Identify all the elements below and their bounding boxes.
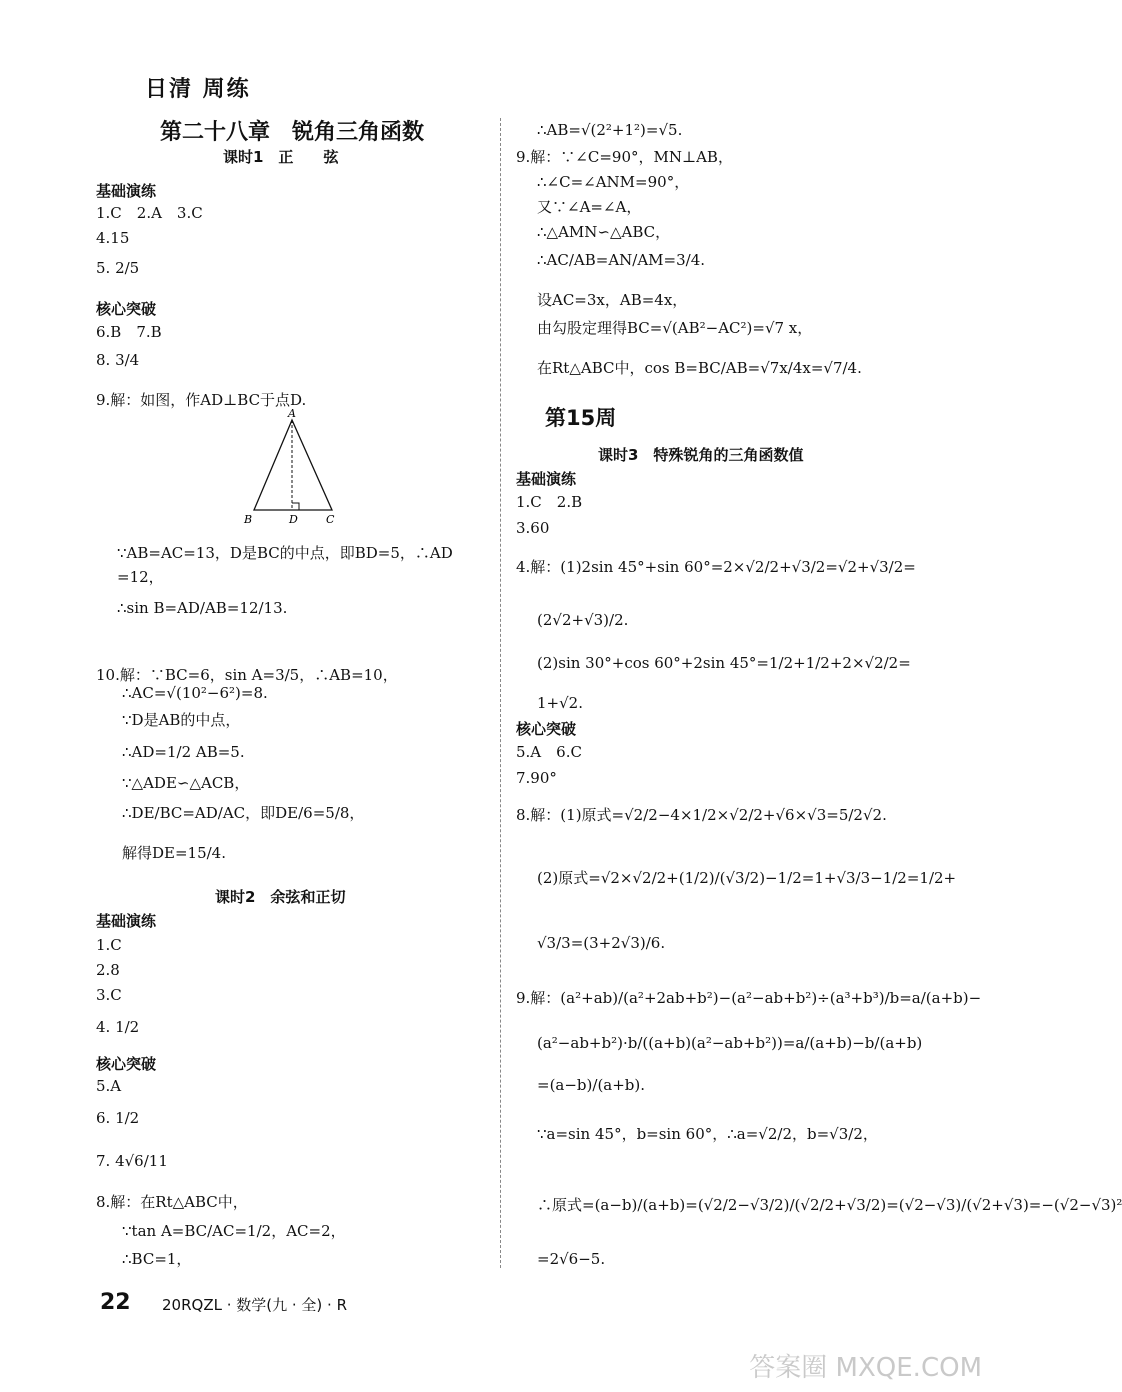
right-line: 5.A 6.C <box>516 743 582 761</box>
left-line: ∵D是AB的中点， <box>122 711 241 729</box>
left-line: 4.15 <box>96 229 130 247</box>
left-line: 解得DE=15/4. <box>122 844 226 862</box>
label-D: D <box>289 513 298 526</box>
book-code: 20RQZL · 数学(九 · 全) · R <box>162 1296 347 1314</box>
left-line: ∴sin B=AD/AB=12/13. <box>117 599 288 617</box>
right-line: 4.解：(1)2sin 45°+sin 60°=2×√2/2+√3/2=√2+√3/2= <box>516 558 916 576</box>
left-heading: 基础演练 <box>96 182 157 200</box>
right-line: 7.90° <box>516 769 557 787</box>
left-line: 5. 2/5 <box>96 259 140 277</box>
right-line: (2)原式=√2×√2/2+(1/2)/(√3/2)−1/2=1+√3/3−1/2=1/2+ <box>537 869 957 887</box>
left-line: 1.C 2.A 3.C <box>96 204 203 222</box>
right-line: 在Rt△ABC中，cos B=BC/AB=√7x/4x=√7/4. <box>537 359 862 377</box>
triangle-figure <box>240 402 345 527</box>
left-line: 8.解：在Rt△ABC中， <box>96 1193 248 1211</box>
left-line: =12， <box>117 568 164 586</box>
label-A: A <box>288 407 296 420</box>
right-line: √3/3=(3+2√3)/6. <box>537 934 666 952</box>
right-line: (2√2+√3)/2. <box>537 611 629 629</box>
left-line: 6.B 7.B <box>96 323 162 341</box>
right-heading: 课时3 特殊锐角的三角函数值 <box>598 446 804 464</box>
right-line: 9.解：∵∠C=90°，MN⊥AB， <box>516 148 733 166</box>
left-heading: 课时1 正 弦 <box>223 148 339 166</box>
left-line: ∵△ADE∽△ACB， <box>122 774 250 792</box>
right-line: 3.60 <box>516 519 550 537</box>
right-line: (2)sin 30°+cos 60°+2sin 45°=1/2+1/2+2×√2/2= <box>537 654 911 672</box>
label-B: B <box>244 513 253 526</box>
right-line: 又∵∠A=∠A， <box>537 198 642 216</box>
left-line: ∴AC=√(10²−6²)=8. <box>122 684 268 702</box>
right-line: (a²−ab+b²)·b/((a+b)(a²−ab+b²))=a/(a+b)−b/(a+b) <box>537 1034 923 1052</box>
left-heading: 核心突破 <box>96 300 157 318</box>
right-line: 1.C 2.B <box>516 493 583 511</box>
column-divider <box>500 118 501 1268</box>
left-line: 10.解：∵BC=6，sin A=3/5，∴AB=10， <box>96 666 398 684</box>
left-line: 6. 1/2 <box>96 1109 140 1127</box>
right-heading: 基础演练 <box>516 470 577 488</box>
right-line: 由勾股定理得BC=√(AB²−AC²)=√7 x， <box>537 319 813 337</box>
left-line: 1.C <box>96 936 122 954</box>
right-heading: 核心突破 <box>516 720 577 738</box>
right-line: 1+√2. <box>537 694 583 712</box>
left-line: ∴DE/BC=AD/AC，即DE/6=5/8， <box>122 804 365 822</box>
right-line: 9.解：(a²+ab)/(a²+2ab+b²)−(a²−ab+b²)÷(a³+b³)/b=a/(a+b)− <box>516 989 982 1007</box>
left-line: 4. 1/2 <box>96 1018 140 1036</box>
left-line: 7. 4√6/11 <box>96 1152 168 1170</box>
left-heading: 基础演练 <box>96 912 157 930</box>
left-line: ∵AB=AC=13，D是BC的中点，即BD=5，∴AD <box>117 544 453 562</box>
page-number: 22 <box>100 1290 131 1315</box>
right-line: =(a−b)/(a+b). <box>537 1076 646 1094</box>
right-line: 设AC=3x，AB=4x， <box>537 291 688 309</box>
header-brand: 日清 周练 <box>145 77 251 102</box>
right-line: ∴AC/AB=AN/AM=3/4. <box>537 251 706 269</box>
watermark: 答案圈 MXQE.COM <box>749 1353 982 1383</box>
left-line: 2.8 <box>96 961 120 979</box>
chapter-title: 第二十八章 锐角三角函数 <box>160 120 425 145</box>
right-line: 8.解：(1)原式=√2/2−4×1/2×√2/2+√6×√3=5/2√2. <box>516 806 887 824</box>
left-line: 8. 3/4 <box>96 351 140 369</box>
left-heading: 核心突破 <box>96 1055 157 1073</box>
right-line: =2√6−5. <box>537 1250 606 1268</box>
left-line: ∴BC=1， <box>122 1250 192 1268</box>
right-line: ∴AB=√(2²+1²)=√5. <box>537 121 683 139</box>
label-C: C <box>326 513 335 526</box>
left-line: ∴AD=1/2 AB=5. <box>122 743 245 761</box>
left-line: ∵tan A=BC/AC=1/2，AC=2， <box>122 1222 346 1240</box>
right-line: ∴原式=(a−b)/(a+b)=(√2/2−√3/2)/(√2/2+√3/2)=(√2−√3)/(√2+√3)=−(√2−√3)² <box>537 1196 1122 1214</box>
right-line: ∵a=sin 45°，b=sin 60°，∴a=√2/2，b=√3/2， <box>537 1125 878 1143</box>
left-line: 9.解：如图，作AD⊥BC于点D. <box>96 391 307 409</box>
right-line: ∴∠C=∠ANM=90°， <box>537 173 690 191</box>
left-line: 5.A <box>96 1077 122 1095</box>
left-line: 3.C <box>96 986 122 1004</box>
left-heading: 课时2 余弦和正切 <box>215 888 346 906</box>
right-line: 第15周 <box>545 406 617 430</box>
right-line: ∴△AMN∽△ABC， <box>537 223 671 241</box>
